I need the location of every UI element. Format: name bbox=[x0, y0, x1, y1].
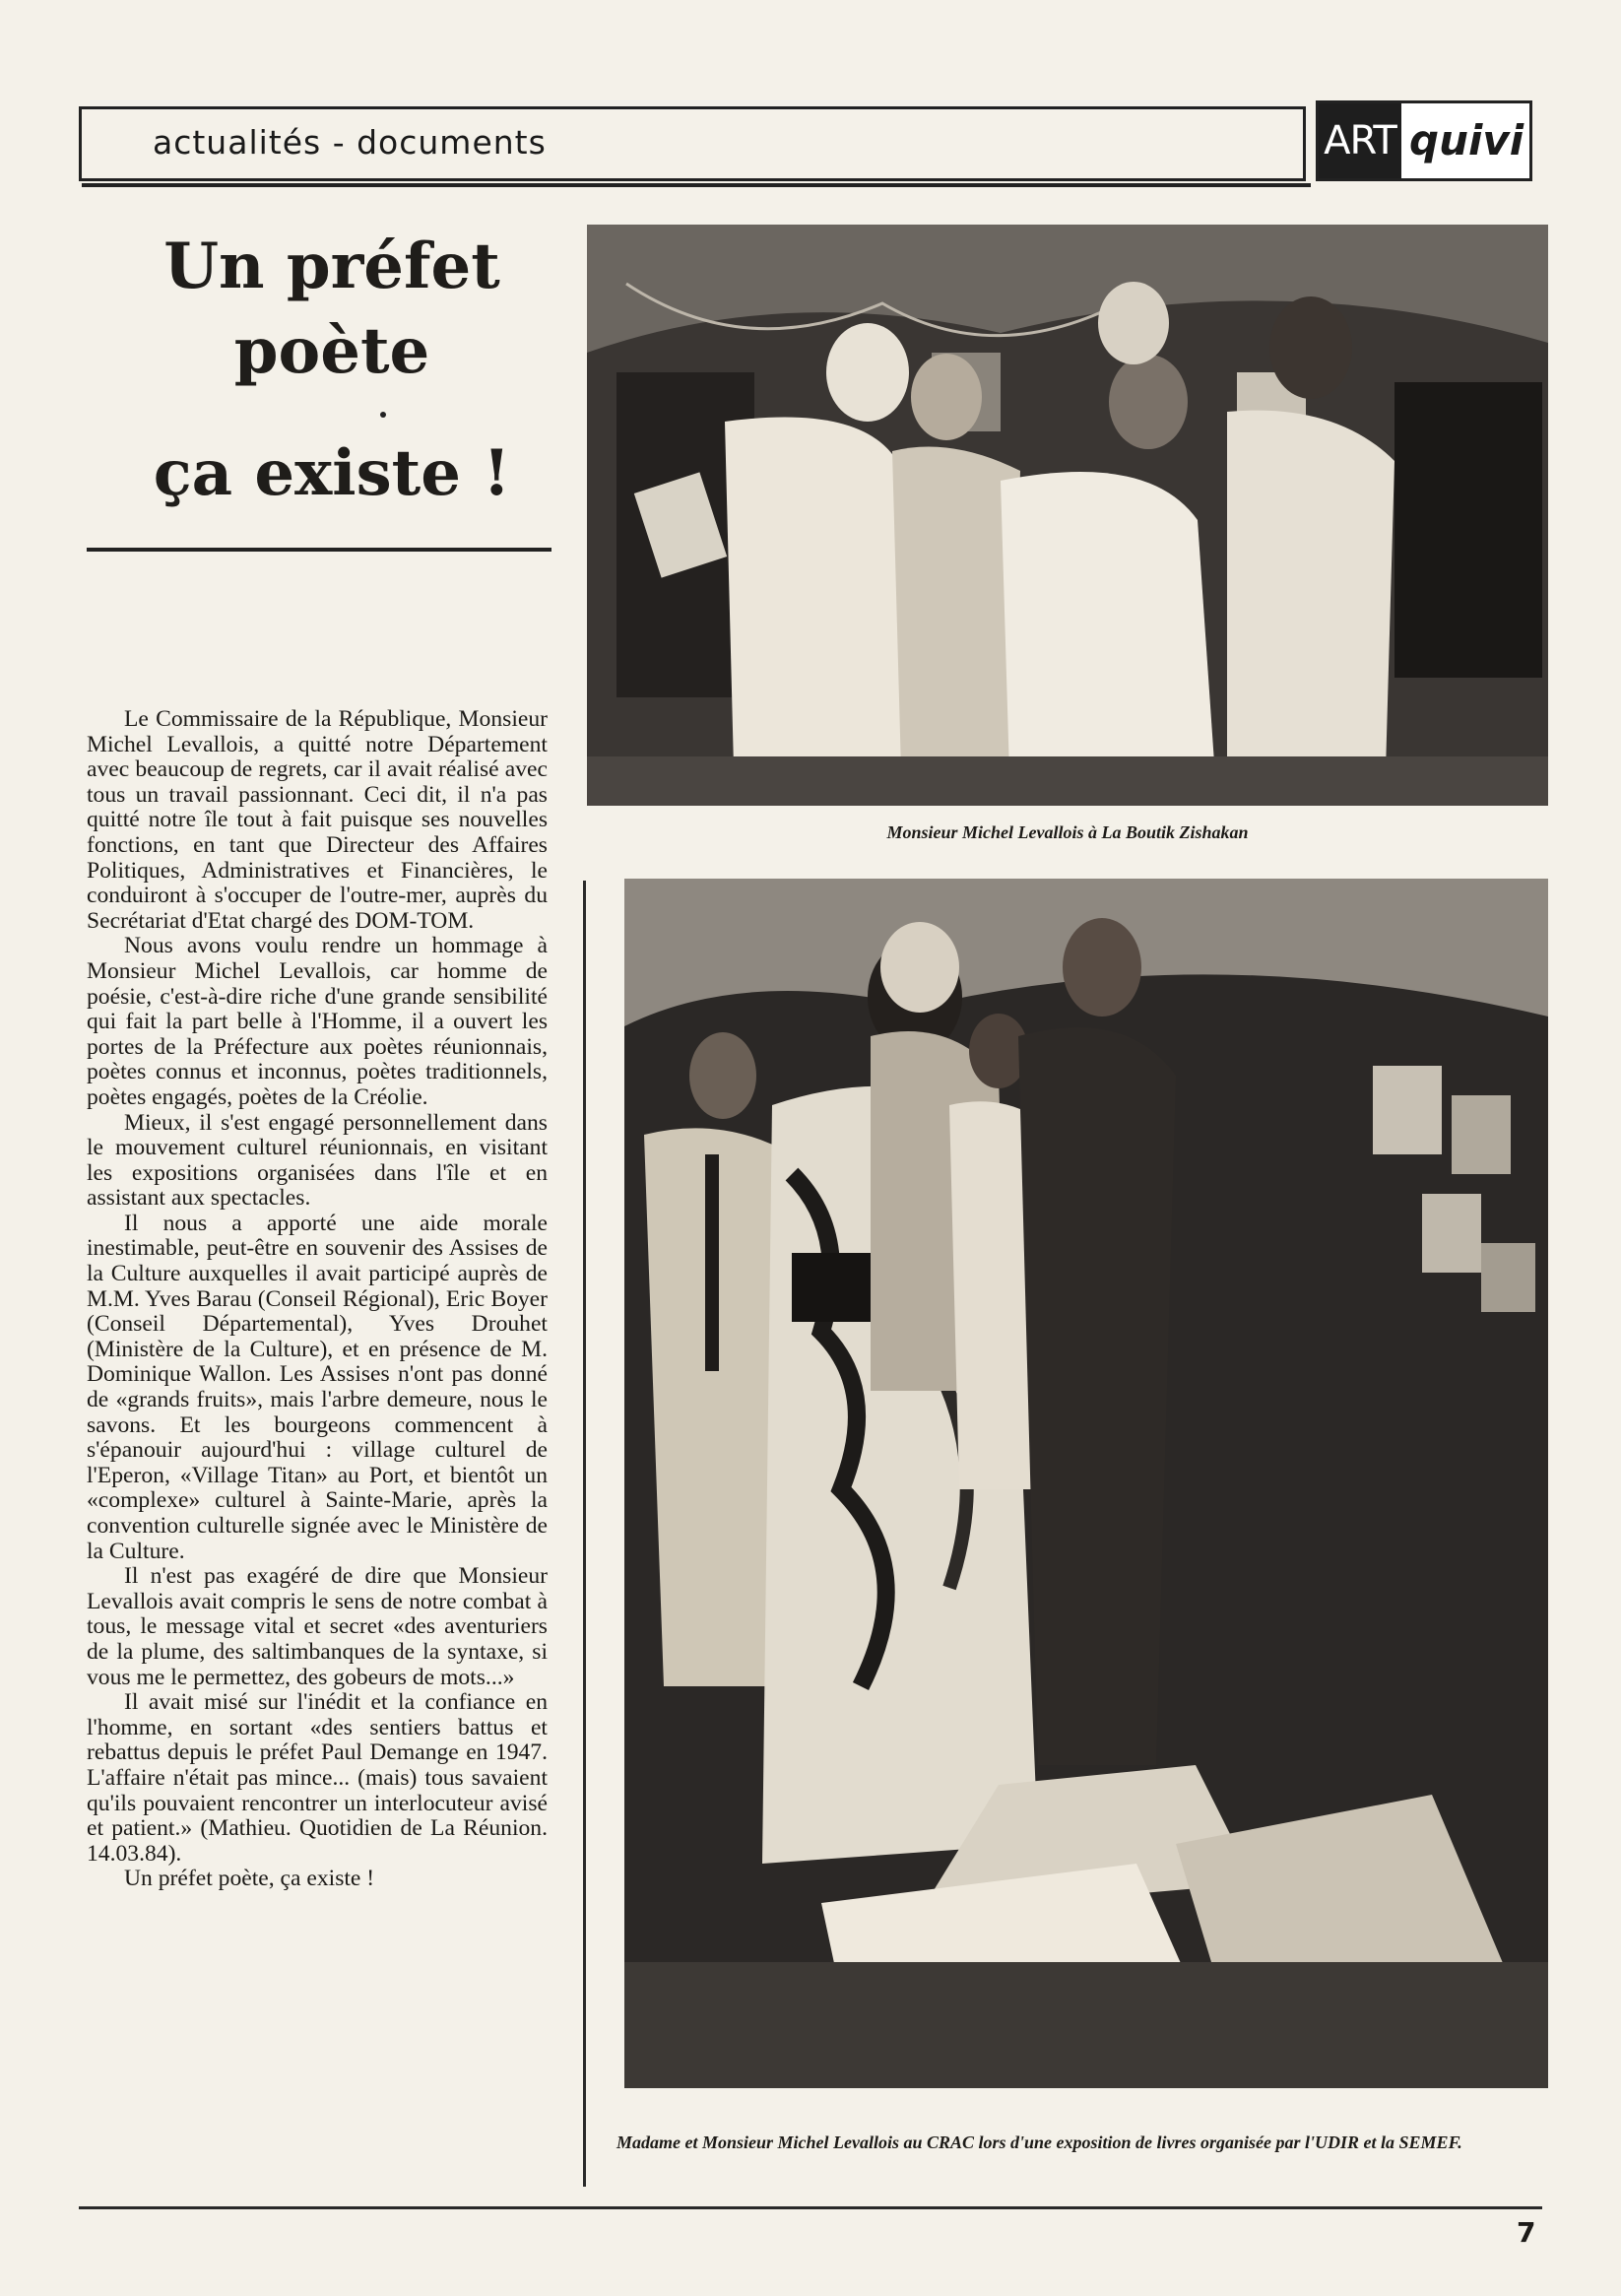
headline-rule bbox=[87, 548, 551, 552]
section-label: actualités - documents bbox=[153, 123, 547, 162]
photo-crac-exhibition bbox=[624, 879, 1548, 2088]
page-number: 7 bbox=[1517, 2216, 1536, 2249]
article-body bbox=[87, 707, 548, 1892]
headline bbox=[85, 225, 550, 516]
footer-rule bbox=[79, 2206, 1542, 2209]
article-paragraph: Mieux, il s'est engagé personnellement dans le mouvement culturel réunionnais, en visitant les expositions organisées dans l'île et en assistant aux spectacles. bbox=[87, 1109, 548, 1212]
article-paragraph: Un préfet poète, ça existe ! bbox=[124, 1866, 375, 1892]
brand-quivi: quivi bbox=[1409, 116, 1524, 164]
brand-art: ART bbox=[1319, 103, 1401, 178]
headline-dot bbox=[380, 412, 386, 418]
photo-boutik-zishakan bbox=[587, 225, 1548, 806]
article-paragraph: Il avait misé sur l'inédit et la confiance en l'homme, en sortant «des sentiers battus et rebattus depuis le préfet Paul Demange en 1947. L'affaire n'était pas mince... (mais) tous savaient qu'ils pouvaient rencontrer un interlocuteur avisé et patient.» (Mathieu. Quotidien de La Réunion. 14.03.84). bbox=[87, 1689, 548, 1867]
headline-line-2: poète bbox=[233, 314, 430, 388]
caption-photo-2: Madame et Monsieur Michel Levallois au CRAC lors d'une exposition de livres organisée par l'UDIR et la SEMEF. bbox=[616, 2132, 1462, 2152]
art-quivi-logo bbox=[1316, 100, 1532, 181]
article-paragraph: Il nous a apporté une aide morale inestimable, peut-être en souvenir des Assises de la Culture auxquelles il avait participé auprès de M.M. Yves Barau (Conseil Régional), Eric Boyer (Conseil Départemental), Yves Drouhet (Ministère de la Culture), et en présence de M. Dominique Wallon. Les Assises n'ont pas donné de «grands fruits», mais l'arbre demeure, nous le savons. Et les bourgeons commencent à s'épanouir aujourd'hui : village culturel de l'Eperon, «Village Titan» au Port, et bientôt un «complexe» culturel à Sainte-Marie, après la convention culturelle signée avec le Ministère de la Culture. bbox=[87, 1210, 548, 1564]
caption-photo-1: Monsieur Michel Levallois à La Boutik Zishakan bbox=[886, 822, 1249, 842]
section-header bbox=[79, 106, 1306, 181]
photo-boutik-zishakan-image bbox=[587, 225, 1548, 806]
article-paragraph: Le Commissaire de la République, Monsieur Michel Levallois, a quitté notre Département avec beaucoup de regrets, car il avait réalisé avec tous un travail passionnant. Ceci dit, il n'a pas quitté notre île tout à fait puisque ses nouvelles fonctions, en tant que Directeur des Affaires Politiques, Administratives et Financières, le conduiront à s'occuper de l'outre-mer, auprès du Secrétariat d'Etat chargé des DOM-TOM. bbox=[87, 706, 548, 934]
headline-line-1: Un préfet bbox=[163, 230, 500, 303]
article-paragraph: Il n'est pas exagéré de dire que Monsieur Levallois avait compris le sens de notre combat à tous, le message vital et secret «des aventuriers de la plume, des saltimbanques de la syntaxe, si vous me le permettez, des gobeurs de mots...» bbox=[87, 1563, 548, 1690]
column-divider bbox=[583, 881, 586, 2187]
article-paragraph: Nous avons voulu rendre un hommage à Monsieur Michel Levallois, car homme de poésie, c'est-à-dire riche d'une grande sensibilité qui fait la part belle à l'Homme, il a ouvert les portes de la Préfecture aux poètes réunionnais, poètes connus et inconnus, poètes traditionnels, poètes engagés, poètes de la Créolie. bbox=[87, 933, 548, 1110]
photo-crac-exhibition-image bbox=[624, 879, 1548, 2088]
headline-line-3: ça existe ! bbox=[153, 436, 511, 510]
